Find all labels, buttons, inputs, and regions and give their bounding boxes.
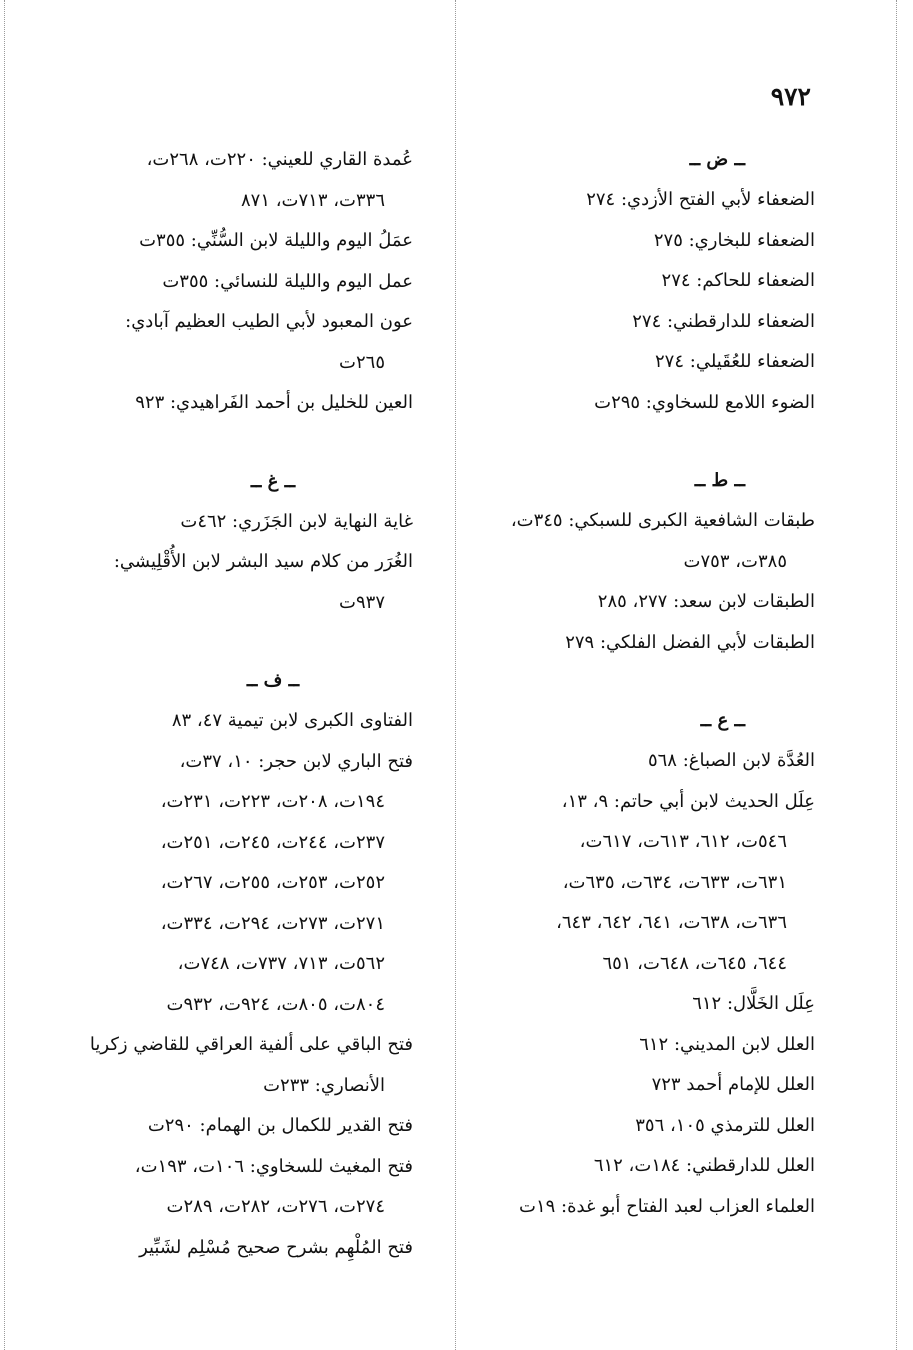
index-entry: الضعفاء للبخاري: ٢٧٥ (653, 229, 815, 251)
index-entry: الطبقات لأبي الفضل الفلكي: ٢٧٩ (565, 631, 815, 653)
index-entry-continuation: ٥٤٦ت، ٦١٢، ٦١٣ت، ٦١٧ت، (579, 831, 787, 852)
index-entry-continuation: ٥٦٢ت، ٧١٣، ٧٣٧ت، ٧٤٨ت، (177, 953, 385, 974)
index-entry: العلل للدارقطني: ١٨٤ت، ٦١٢ (593, 1155, 815, 1176)
index-entry: الضعفاء للحاكم: ٢٧٤ (661, 270, 815, 291)
index-column-left (53, 140, 413, 1306)
index-section (53, 140, 413, 424)
section-letter-heading: ــ ع ــ (700, 710, 745, 731)
index-entry: الضعفاء لأبي الفتح الأزدي: ٢٧٤ (586, 189, 815, 210)
index-entry-continuation: ٢٥٢ت، ٢٥٣ت، ٢٥٥ت، ٢٦٧ت، (160, 872, 385, 893)
index-entry-continuation: ٣٣٦ت، ٧١٣ت، ٨٧١ (240, 189, 385, 211)
page-number: ٩٧٢ (770, 82, 811, 111)
index-entry-continuation: ٢٣٧ت، ٢٤٤ت، ٢٤٥ت، ٢٥١ت، (160, 831, 385, 853)
index-entry-continuation: ٩٣٧ت (339, 591, 385, 613)
section-letter-heading: ــ غ ــ (250, 470, 296, 492)
index-entry: الضعفاء للعُقَيلي: ٢٧٤ (655, 351, 815, 372)
index-entry-continuation: ٦٣٦ت، ٦٣٨ت، ٦٤١، ٦٤٢، ٦٤٣، (556, 912, 787, 933)
index-entry: عمَلُ اليوم والليلة لابن السُّنِّي: ٣٥٥ت (139, 230, 413, 251)
index-entry: الضعفاء للدارقطني: ٢٧٤ (632, 310, 815, 332)
index-entry-continuation: ٢٧٤ت، ٢٧٦ت، ٢٨٢ت، ٢٨٩ت (166, 1196, 385, 1217)
scan-margin-line-center (455, 0, 456, 1350)
index-entry: فتح الباري لابن حجر: ١٠، ٣٧ت، (179, 750, 413, 772)
index-entry-continuation: ١٩٤ت، ٢٠٨ت، ٢٢٣ت، ٢٣١ت، (160, 791, 385, 812)
index-entry-continuation: ٣٨٥ت، ٧٥٣ت (683, 550, 787, 572)
index-section (475, 701, 815, 1227)
index-entry: الفتاوى الكبرى لابن تيمية ٤٧، ٨٣ (171, 710, 413, 731)
section-letter-heading: ــ ض ــ (689, 149, 745, 170)
index-entry-continuation: ٢٦٥ت (339, 351, 385, 373)
index-entry: عِلَل الخَلَّال: ٦١٢ (692, 993, 815, 1014)
index-entry: عون المعبود لأبي الطيب العظيم آبادي: (125, 311, 413, 332)
index-entry-continuation: ٦٤٤، ٦٤٥ت، ٦٤٨ت، ٦٥١ (602, 952, 787, 974)
index-entry: العلل للترمذي ١٠٥، ٣٥٦ (635, 1114, 815, 1136)
index-section (475, 140, 815, 423)
index-entry: العلل لابن المديني: ٦١٢ (639, 1033, 815, 1055)
index-entry: عِلَل الحديث لابن أبي حاتم: ٩، ١٣، (561, 790, 815, 812)
index-column-right (475, 140, 815, 1265)
index-entry: العُدَّة لابن الصباغ: ٥٦٨ (647, 750, 815, 771)
index-entry: فتح المغيث للسخاوي: ١٠٦ت، ١٩٣ت، (134, 1155, 413, 1177)
index-entry: الضوء اللامع للسخاوي: ٢٩٥ت (594, 391, 815, 413)
index-entry-continuation: ٦٣١ت، ٦٣٣ت، ٦٣٤ت، ٦٣٥ت، (562, 871, 787, 893)
scan-margin-line-right (896, 0, 897, 1350)
index-entry: الطبقات لابن سعد: ٢٧٧، ٢٨٥ (597, 591, 815, 612)
section-letter-heading: ــ ط ــ (694, 470, 745, 491)
index-entry: العلماء العزاب لعبد الفتاح أبو غدة: ١٩ت (519, 1195, 815, 1217)
index-section (53, 462, 413, 624)
index-entry: فتح المُلْهِم بشرح صحيح مُسْلِم لشَبِّير (139, 1236, 413, 1258)
index-entry: العين للخليل بن أحمد الفَراهيدي: ٩٢٣ (135, 392, 413, 413)
scan-margin-line-left (4, 0, 5, 1350)
index-section (475, 461, 815, 663)
index-entry: فتح الباقي على ألفية العراقي للقاضي زكريا (89, 1034, 413, 1055)
index-entry: غاية النهاية لابن الجَزَري: ٤٦٢ت (180, 510, 413, 532)
index-entry: طبقات الشافعية الكبرى للسبكي: ٣٤٥ت، (510, 510, 815, 531)
section-letter-heading: ــ ف ــ (246, 670, 300, 691)
index-entry-continuation: ٢٧١ت، ٢٧٣ت، ٢٩٤ت، ٣٣٤ت، (160, 912, 385, 934)
index-entry: فتح القدير للكمال بن الهمام: ٢٩٠ت (147, 1115, 413, 1136)
index-entry: عمل اليوم والليلة للنسائي: ٣٥٥ت (162, 270, 413, 292)
index-entry: العلل للإمام أحمد ٧٢٣ (651, 1074, 815, 1095)
index-entry: الغُرَر من كلام سيد البشر لابن الأُقْلِيشي: (113, 551, 413, 572)
index-section (53, 661, 413, 1268)
index-entry: عُمدة القاري للعيني: ٢٢٠ت، ٢٦٨ت، (146, 149, 413, 170)
index-entry-continuation: ٨٠٤ت، ٨٠٥ت، ٩٢٤ت، ٩٣٢ت (166, 993, 385, 1015)
index-entry-continuation: الأنصاري: ٢٣٣ت (263, 1074, 385, 1096)
